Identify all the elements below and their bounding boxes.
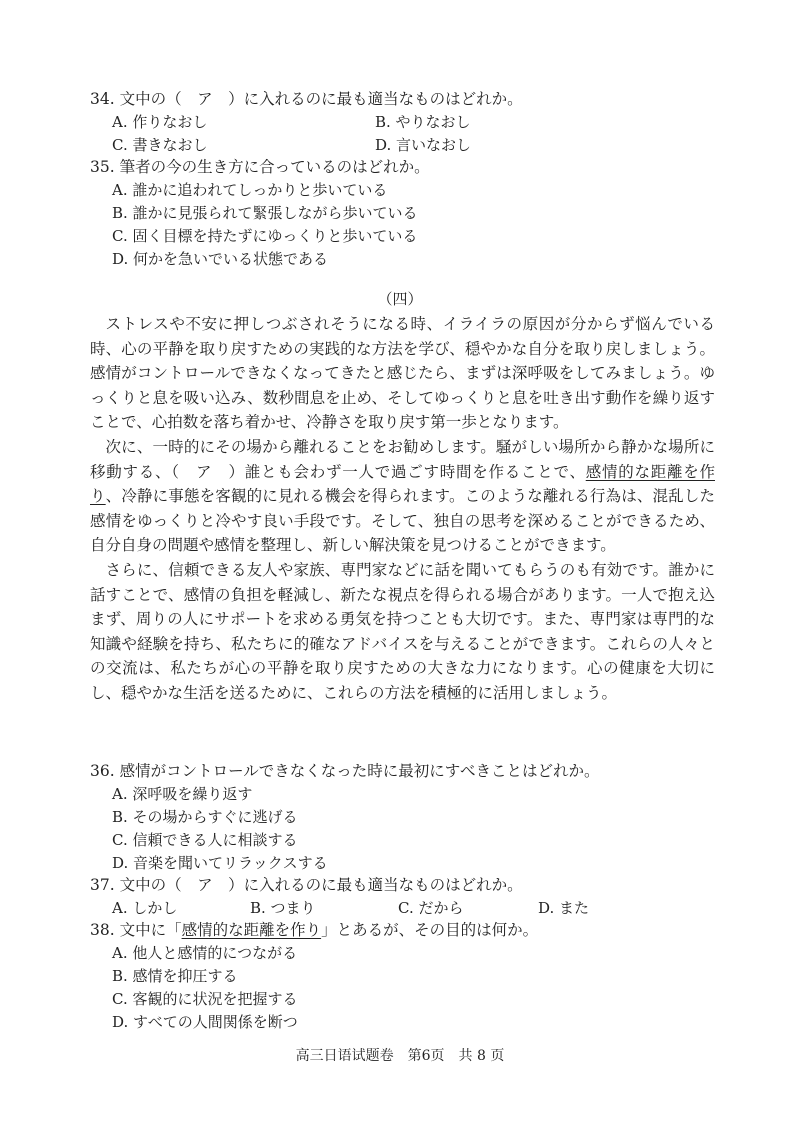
page-footer: 高三日语试题卷 第6页 共 8 页 <box>295 1048 505 1064</box>
question-35-option-b: B. 誰かに見張られて緊張しながら歩いている <box>112 204 418 222</box>
question-34-option-d: D. 言いなおし <box>375 136 472 154</box>
passage-paragraph-2-text-end: 、冷静に事態を客観的に見れる機会を得られます。このような離れる行為は、混乱した感情をゆっくりと冷やす良い手段です。そして、独自の思考を深めることができるため、自分自身の問題や感情を整理し、新しい解決策を見つけることができます。 <box>90 487 715 555</box>
question-38-option-a: A. 他人と感情的につながる <box>112 944 298 962</box>
question-35-stem: 35. 筆者の今の生き方に合っているのはどれか。 <box>90 158 430 176</box>
question-36-option-c: C. 信頼できる人に相談する <box>112 831 298 849</box>
question-34-option-b: B. やりなおし <box>375 113 471 131</box>
section-heading: （四） <box>377 290 423 308</box>
question-38-stem <box>90 919 538 941</box>
question-38-stem-start: 38. 文中に「 <box>90 921 182 939</box>
passage-paragraph-1: ストレスや不安に押しつぶされそうになる時、イライラの原因が分からず悩んでいる時、心の平静を取り戻すための実践的な方法を学び、穏やかな自分を取り戻しましょう。感情がコントロールできなくなってきたと感じたら、まずは深呼吸をしてみましょう。ゆっくりと息を吸い込み、数秒間息を止め、そしてゆっくりと息を吐き出す動作を繰り返すことで、心拍数を落ち着かせ、冷静さを取り戻す第一歩となります。 <box>90 315 715 432</box>
question-34-stem: 34. 文中の（ ア ）に入れるのに最も適当なものはどれか。 <box>90 90 523 108</box>
passage-paragraph-2 <box>90 435 715 558</box>
passage-paragraph-2-text-start: 次に、一時的にその場から離れることをお勧めします。騒がしい場所から静かな場所に移動する、（ ア ）誰とも会わず一人で過ごす時間を作ることで、 <box>90 437 715 481</box>
question-34-option-c: C. 書きなおし <box>112 136 208 154</box>
question-38-stem-end: 」とあるが、その目的は何か。 <box>321 921 539 939</box>
underlined-phrase: 感情的な距離を作り <box>90 462 715 506</box>
question-34-option-a: A. 作りなおし <box>112 113 208 131</box>
question-38-option-b: B. 感情を抑圧する <box>112 967 238 985</box>
passage-paragraph-3: さらに、信頼できる友人や家族、専門家などに話を聞いてもらうのも有効です。誰かに話すことで、感情の負担を軽減し、新たな視点を得られる場合があります。一人で抱え込まず、周りの人にサポートを求める勇気を持つことも大切です。また、専門家は専門的な知識や経験を持ち、私たちに的確なアドバイスを与えることができます。これらの人々との交流は、私たちが心の平静を取り戻すための大きな力になります。心の健康を大切にし、穏やかな生活を送るために、これらの方法を積極的に活用しましょう。 <box>90 560 715 702</box>
question-38-option-d: D. すべての人間関係を断つ <box>112 1013 298 1031</box>
question-36-stem: 36. 感情がコントロールできなくなった時に最初にすべきことはどれか。 <box>90 762 600 780</box>
question-37-option-d: D. また <box>538 899 590 917</box>
question-36-option-b: B. その場からすぐに逃げる <box>112 808 298 826</box>
question-36-option-d: D. 音楽を聞いてリラックスする <box>112 854 328 872</box>
reading-passage <box>90 312 715 706</box>
question-37-stem: 37. 文中の（ ア ）に入れるのに最も適当なものはどれか。 <box>90 876 523 894</box>
question-35-option-d: D. 何かを急いでいる状態である <box>112 250 329 268</box>
question-37-option-a: A. しかし <box>112 899 178 917</box>
question-37-option-c: C. だから <box>398 899 464 917</box>
question-38-underlined-phrase: 感情的な距離を作り <box>181 921 322 939</box>
question-38-option-c: C. 客観的に状況を把握する <box>112 990 298 1008</box>
question-37-option-b: B. つまり <box>250 899 316 917</box>
question-36-option-a: A. 深呼吸を繰り返す <box>112 785 253 803</box>
question-35-option-a: A. 誰かに追われてしっかりと歩いている <box>112 181 388 199</box>
question-35-option-c: C. 固く目標を持たずにゆっくりと歩いている <box>112 227 418 245</box>
